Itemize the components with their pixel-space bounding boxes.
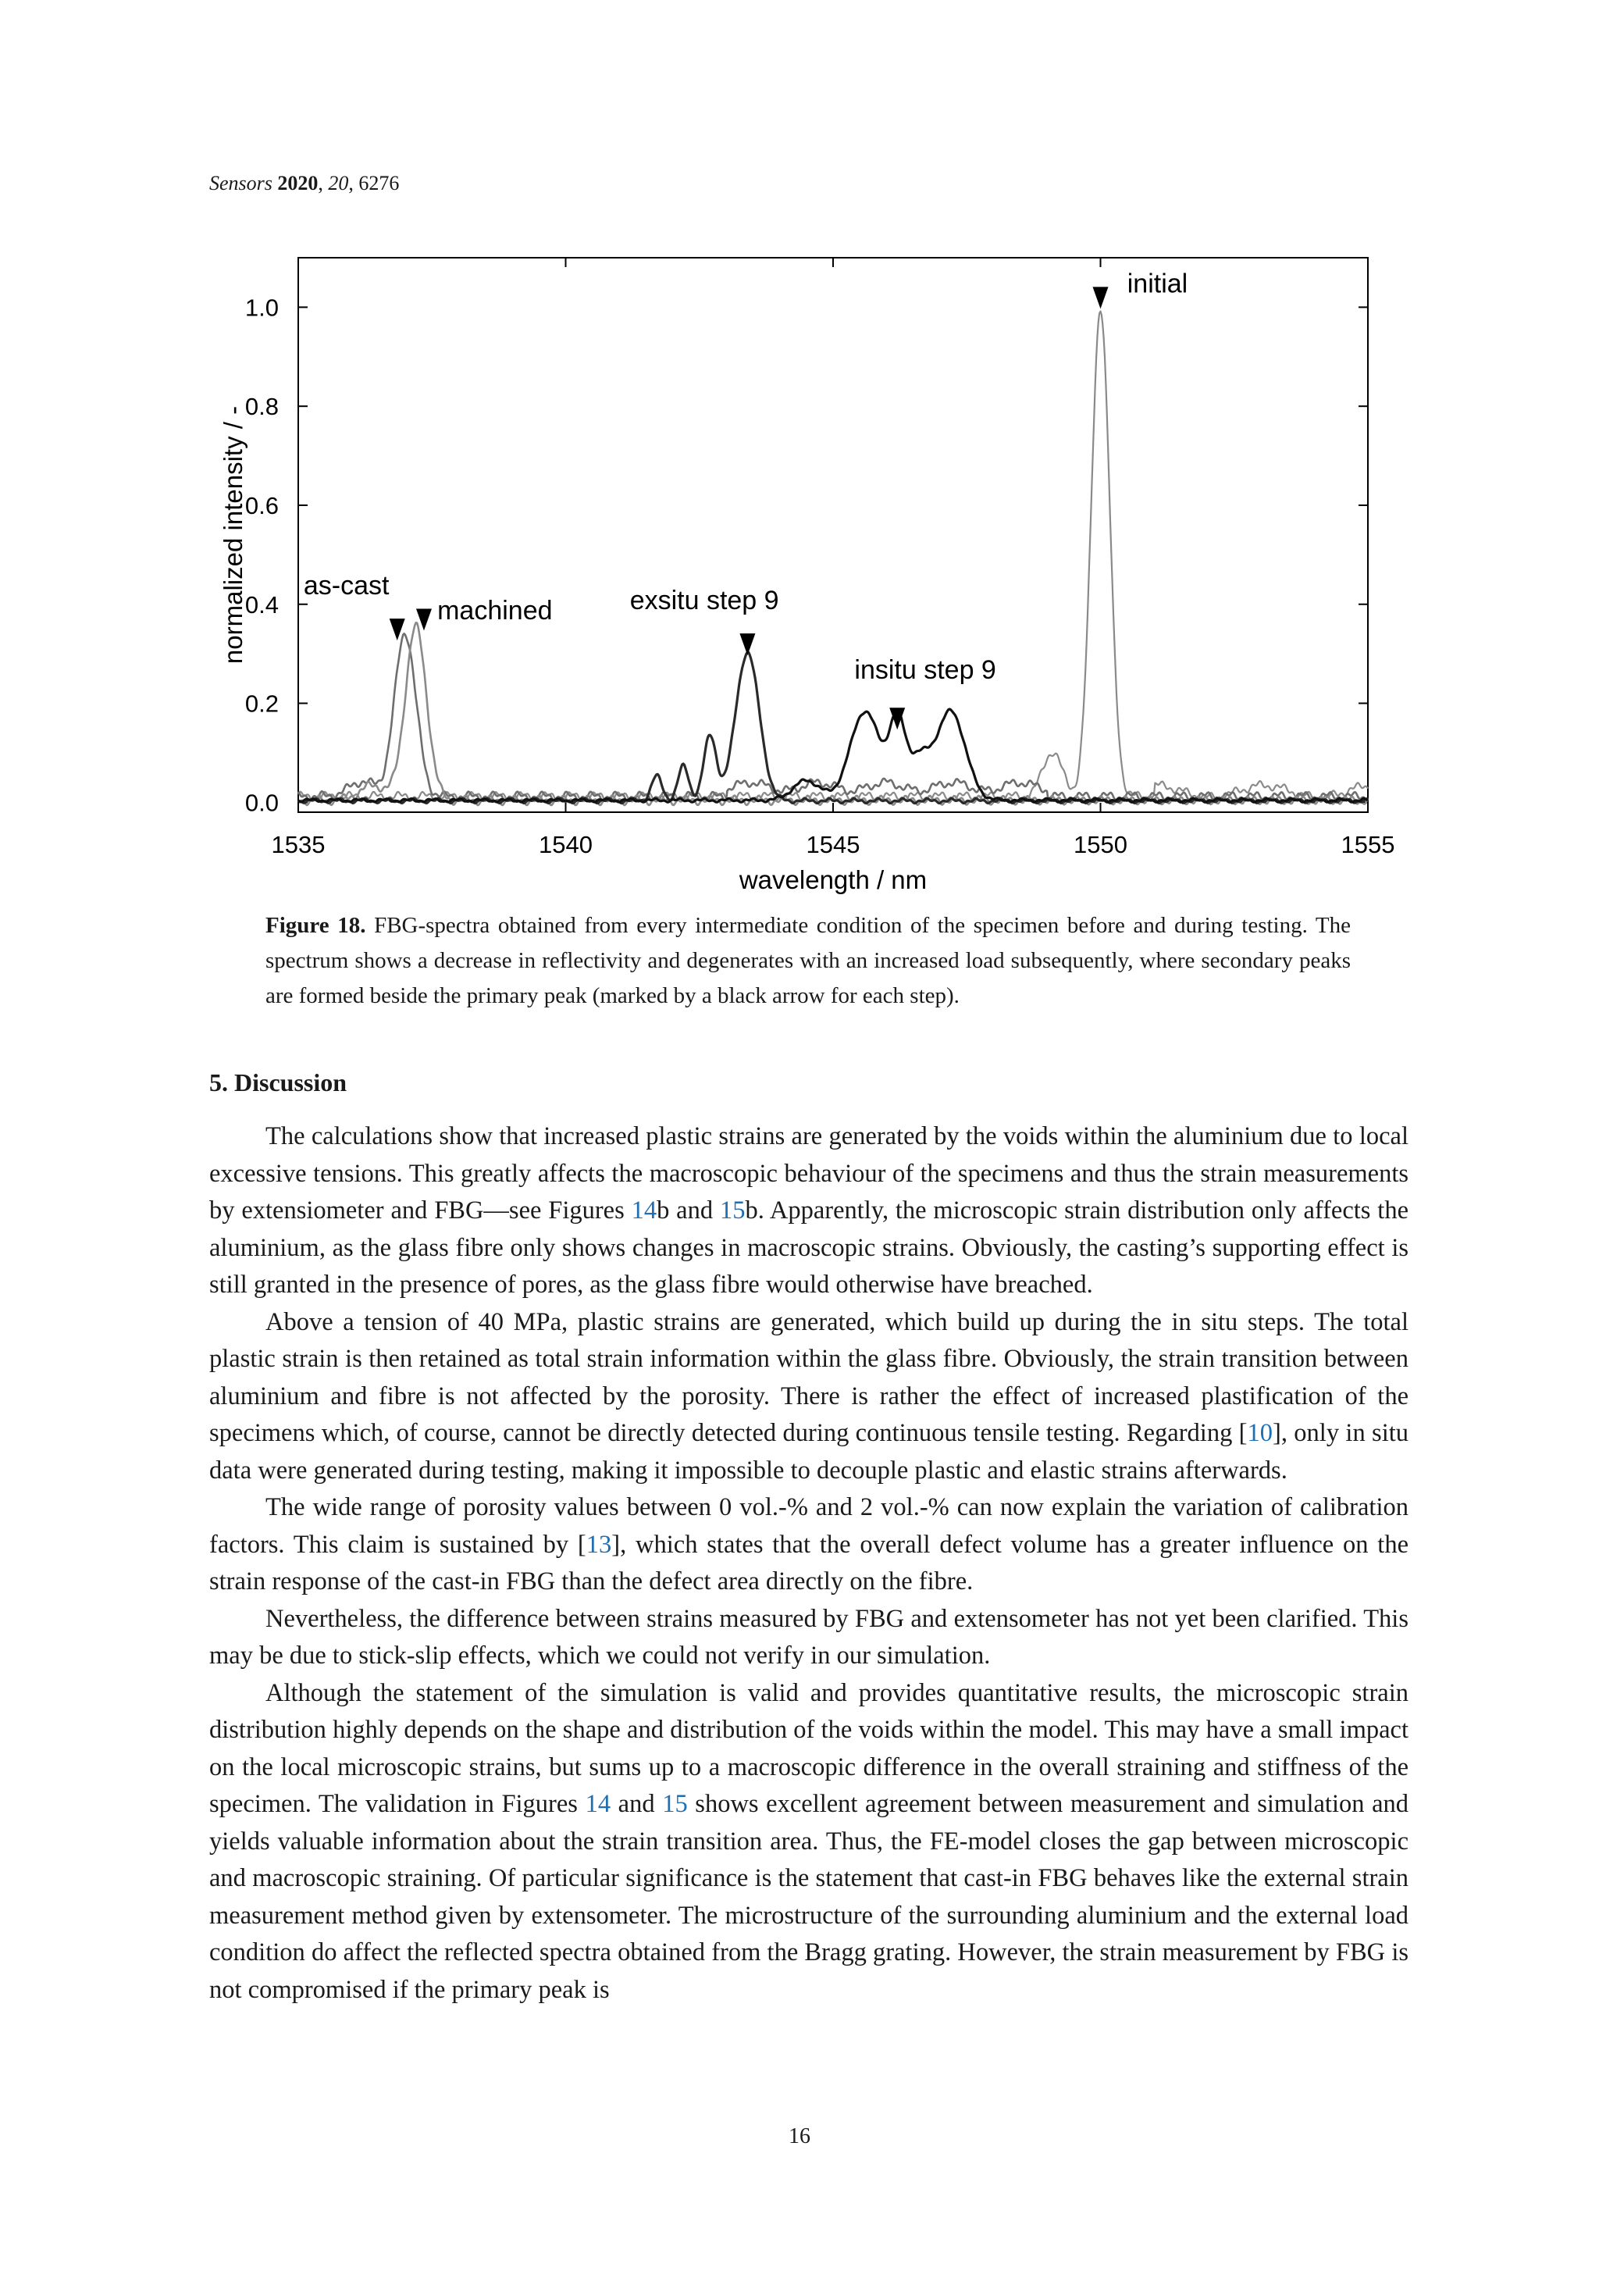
plot-frame bbox=[298, 258, 1368, 812]
y-tick-label: 0.6 bbox=[244, 491, 279, 519]
peak-arrow-marker bbox=[739, 633, 755, 655]
figure-14-link[interactable]: 14 bbox=[631, 1196, 657, 1225]
caption-label: Figure 18. bbox=[265, 913, 366, 938]
section-title: Discussion bbox=[234, 1068, 347, 1096]
y-tick-label: 0.2 bbox=[244, 690, 279, 718]
peak-arrow-marker bbox=[1093, 287, 1109, 308]
series-annotation-label: exsitu step 9 bbox=[629, 586, 779, 616]
x-tick-label: 1550 bbox=[1074, 831, 1127, 858]
page-number: 16 bbox=[789, 2124, 810, 2148]
x-tick-label: 1545 bbox=[806, 831, 860, 858]
series-annotation-label: initial bbox=[1127, 269, 1188, 299]
series-line-insitu-step-9 bbox=[298, 709, 1368, 802]
figure-15-link[interactable]: 15 bbox=[719, 1196, 746, 1225]
y-tick-label: 0.8 bbox=[244, 393, 279, 421]
section-number: 5. bbox=[209, 1068, 228, 1096]
paragraph-1: The calculations show that increased plastic strains are generated by the voids within the aluminium due to local excessive tensions. This greatly affects the macroscopic behaviour of the specimens and thus the strain measurements by extensiometer and FBG—see Figures 14b and 15b. Apparently, the microscopic strain distribution only affects the aluminium, as the glass fibre only shows changes in macroscopic strains. Obviously, the casting’s supporting effect is still granted in the presence of pores, as the glass fibre would otherwise have breached. bbox=[209, 1122, 1408, 1299]
series-annotation-label: as-cast bbox=[303, 571, 390, 601]
paragraph-4: Nevertheless, the difference between strains measured by FBG and extensometer has not yet been clarified. This may be due to stick-slip effects, which we could not verify in our simulation. bbox=[209, 1604, 1408, 1670]
paragraph-3: The wide range of porosity values between 0 vol.-% and 2 vol.-% can now explain the variation of calibration factors. This claim is sustained by [13], which states that the overall defect volume has a greater influence on the strain response of the cast-in FBG than the defect area directly on the fibre. bbox=[209, 1493, 1408, 1595]
x-tick-label: 1555 bbox=[1341, 831, 1395, 858]
y-axis-label: normalized intensity / - bbox=[219, 405, 248, 665]
fbg-spectra-chart bbox=[203, 242, 1405, 906]
article-number: 6276 bbox=[358, 172, 400, 194]
section-heading bbox=[209, 1068, 347, 1097]
discussion-body bbox=[209, 1118, 1408, 2009]
series-annotation-label: machined bbox=[437, 595, 553, 626]
x-tick-label: 1540 bbox=[539, 831, 593, 858]
x-axis-label: wavelength / nm bbox=[739, 865, 928, 894]
reference-13-link[interactable]: 13 bbox=[586, 1530, 612, 1559]
figure-15-link[interactable]: 15 bbox=[662, 1790, 688, 1818]
figure-caption bbox=[265, 908, 1351, 1014]
y-tick-label: 0.4 bbox=[244, 590, 279, 619]
running-header: Sensors 2020, 20, 6276 bbox=[209, 172, 400, 194]
reference-10-link[interactable]: 10 bbox=[1247, 1419, 1273, 1447]
journal-year: 2020 bbox=[277, 172, 319, 194]
y-tick-label: 1.0 bbox=[244, 294, 279, 322]
series-line-initial bbox=[298, 312, 1368, 802]
journal-volume: 20 bbox=[328, 172, 349, 194]
journal-name: Sensors bbox=[209, 172, 272, 194]
series-line-exsitu-step-9 bbox=[298, 652, 1368, 803]
y-tick-label: 0.0 bbox=[244, 789, 279, 817]
series-line-machined bbox=[298, 622, 1368, 805]
caption-text: FBG-spectra obtained from every intermediate condition of the specimen before and during testing. The spectrum shows a decrease in reflectivity and degenerates with an increased load subsequently, where secondary peaks are formed beside the primary peak (marked by a black arrow for each step). bbox=[265, 913, 1351, 1008]
figure-14-link[interactable]: 14 bbox=[585, 1790, 611, 1818]
series-annotation-label: insitu step 9 bbox=[854, 654, 996, 685]
paragraph-5: Although the statement of the simulation is valid and provides quantitative results, the microscopic strain distribution highly depends on the shape and distribution of the voids within the model. This may have a small impact on the local microscopic strains, but sums up to a macroscopic difference in the overall straining and stiffness of the specimen. The validation in Figures 14 and 15 shows excellent agreement between measurement and simulation and yields valuable information about the strain transition area. Thus, the FE-model closes the gap between microscopic and macroscopic straining. Of particular significance is the statement that cast-in FBG behaves like the external strain measurement method given by extensometer. The microstructure of the surrounding aluminium and the external load condition do affect the reflected spectra obtained from the Bragg grating. However, the strain measurement by FBG is not compromised if the primary peak is bbox=[209, 1678, 1409, 2004]
figure-18 bbox=[203, 242, 1405, 906]
paragraph-2: Above a tension of 40 MPa, plastic strains are generated, which build up during the in situ steps. The total plastic strain is then retained as total strain information within the glass fibre. Obviously, the strain transition between aluminium and fibre is not affected by the porosity. There is rather the effect of increased plastification of the specimens which, of course, cannot be directly detected during continuous tensile testing. Regarding [10], only in situ data were generated during testing, making it impossible to decouple plastic and elastic strains afterwards. bbox=[209, 1307, 1408, 1485]
series-line-as-cast bbox=[298, 633, 1368, 801]
x-tick-label: 1535 bbox=[271, 831, 326, 858]
